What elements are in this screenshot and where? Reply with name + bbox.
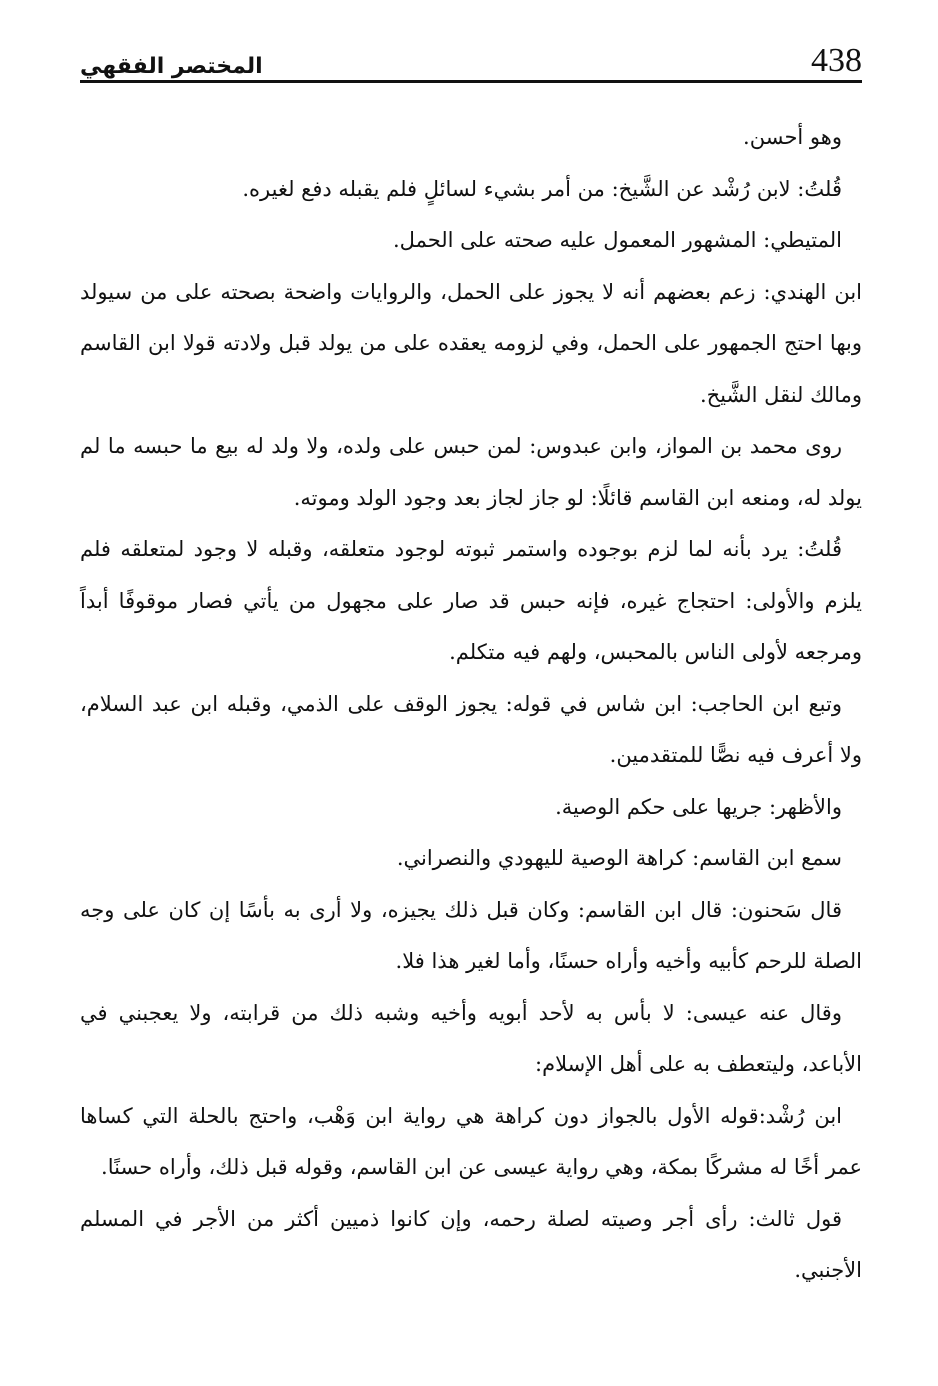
running-title: المختصر الفقهي — [80, 54, 263, 79]
paragraph: قال سَحنون: قال ابن القاسم: وكان قبل ذلك يجيزه، ولا أرى به بأسًا إن كان على وجه الصلة للرحم كأبيه وأخيه وأراه حسنًا، وأما لغير هذا فلا. — [80, 897, 862, 973]
paragraph: ابن رُشْد:قوله الأول بالجواز دون كراهة هي رواية ابن وَهْب، واحتج بالحلة التي كساها عمر أخًا له مشركًا بمكة، وهي رواية عيسى عن ابن القاسم، وقوله قبل ذلك، وأراه حسنًا. — [80, 1103, 862, 1179]
paragraph: قُلتُ: لابن رُشْد عن الشَّيخ: من أمر بشيء لسائلٍ فلم يقبله دفع لغيره. — [242, 176, 842, 201]
header-rule — [80, 80, 862, 83]
paragraph: ابن الهندي: زعم بعضهم أنه لا يجوز على الحمل، والروايات واضحة بصحته على من سيولد وبها احتج الجمهور على الحمل، وفي لزومه يعقده على من يولد قبل ولادته قولا ابن القاسم ومالك لنقل الشَّيخ. — [80, 279, 862, 407]
paragraph: وقال عنه عيسى: لا بأس به لأحد أبويه وأخيه وشبه ذلك من قرابته، ولا يعجبني في الأباعد، وليتعطف به على أهل الإسلام: — [80, 1000, 862, 1076]
paragraph: قُلتُ: يرد بأنه لما لزم بوجوده واستمر ثبوته لوجود متعلقه، وقبله لا وجود لمتعلقه فلم يلزم والأولى: احتجاج غيره، فإنه حبس قد صار على مجهول من يأتي فصار موقوفًا أبداً ومرجعه لأولى الناس بالمحبس، ولهم فيه متكلم. — [80, 537, 862, 664]
paragraph: وهو أحسن. — [743, 125, 842, 149]
paragraph: وتبع ابن الحاجب: ابن شاس في قوله: يجوز الوقف على الذمي، وقبله ابن عبد السلام، ولا أعرف فيه نصًّا للمتقدمين. — [80, 691, 862, 767]
page-number: 438 — [811, 42, 862, 79]
paragraph: والأظهر: جريها على حكم الوصية. — [555, 794, 842, 819]
paragraph: روى محمد بن المواز، وابن عبدوس: لمن حبس على ولده، ولا ولد له بيع ما حبسه ما لم يولد له، ومنعه ابن القاسم قائلًا: لو جاز لجاز بعد وجود الولد وموته. — [80, 434, 862, 510]
page-header — [80, 38, 862, 78]
paragraph: سمع ابن القاسم: كراهة الوصية لليهودي والنصراني. — [396, 846, 842, 870]
text-body — [80, 112, 862, 1297]
paragraph: المتيطي: المشهور المعمول عليه صحته على الحمل. — [393, 228, 842, 252]
paragraph: قول ثالث: رأى أجر وصيته لصلة رحمه، وإن كانوا ذميين أكثر من الأجر في المسلم الأجنبي. — [80, 1206, 862, 1282]
